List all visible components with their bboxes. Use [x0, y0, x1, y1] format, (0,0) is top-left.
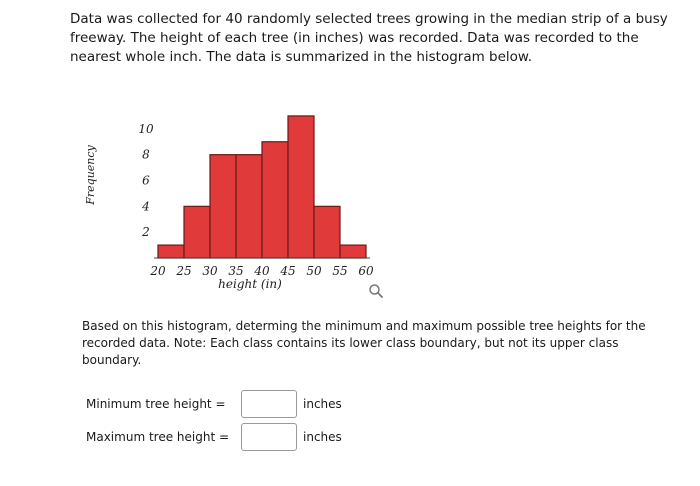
x-tick-label: 40 [254, 264, 270, 278]
y-axis-ticks [138, 122, 154, 239]
y-axis-label: Frequency [84, 145, 97, 205]
minimum-height-label: Minimum tree height = [86, 397, 226, 411]
y-tick-label: 6 [142, 173, 150, 188]
histogram-bar-40-45 [262, 142, 288, 258]
histogram-chart [80, 90, 380, 300]
y-tick-label: 2 [142, 225, 150, 240]
minimum-answer-row [86, 389, 342, 419]
histogram-bar-50-55 [314, 206, 340, 258]
y-tick-label: 4 [142, 199, 150, 214]
histogram-bar-55-60 [340, 245, 366, 258]
minimum-height-input[interactable] [241, 390, 297, 418]
histogram-bar-35-40 [236, 155, 262, 258]
histogram-bar-45-50 [288, 116, 314, 258]
y-tick-label: 10 [138, 121, 154, 136]
maximum-unit-label: inches [303, 430, 342, 444]
x-tick-label: 60 [358, 264, 374, 278]
x-tick-label: 20 [150, 264, 166, 278]
minimum-unit-label: inches [303, 397, 342, 411]
x-tick-label: 35 [228, 264, 244, 278]
x-tick-label: 45 [280, 264, 296, 278]
maximum-answer-row [86, 422, 342, 452]
histogram-bar-30-35 [210, 155, 236, 258]
y-tick-label: 8 [142, 147, 150, 162]
maximum-height-input[interactable] [241, 423, 297, 451]
x-axis-label: height (in) [218, 277, 282, 291]
histogram-bar-20-25 [158, 245, 184, 258]
histogram-bars [158, 116, 366, 258]
question-text: Based on this histogram, determing the minimum and maximum possible tree heights for the recorded data. Note: Each class contains its lower class boundary, but not its upper class boundary. [82, 319, 646, 367]
x-tick-label: 55 [332, 264, 348, 278]
x-tick-label: 30 [202, 264, 218, 278]
magnifier-icon[interactable] [368, 283, 384, 299]
histogram-bar-25-30 [184, 206, 210, 258]
x-tick-label: 25 [176, 264, 192, 278]
x-tick-label: 50 [306, 264, 322, 278]
x-axis-ticks [149, 264, 374, 278]
maximum-height-label: Maximum tree height = [86, 430, 230, 444]
problem-intro: Data was collected for 40 randomly selected trees growing in the median strip of a busy freeway. The height of each tree (in inches) was recorded. Data was recorded to the nearest whole inch. The data is summarized in the histogram below. [70, 11, 668, 65]
